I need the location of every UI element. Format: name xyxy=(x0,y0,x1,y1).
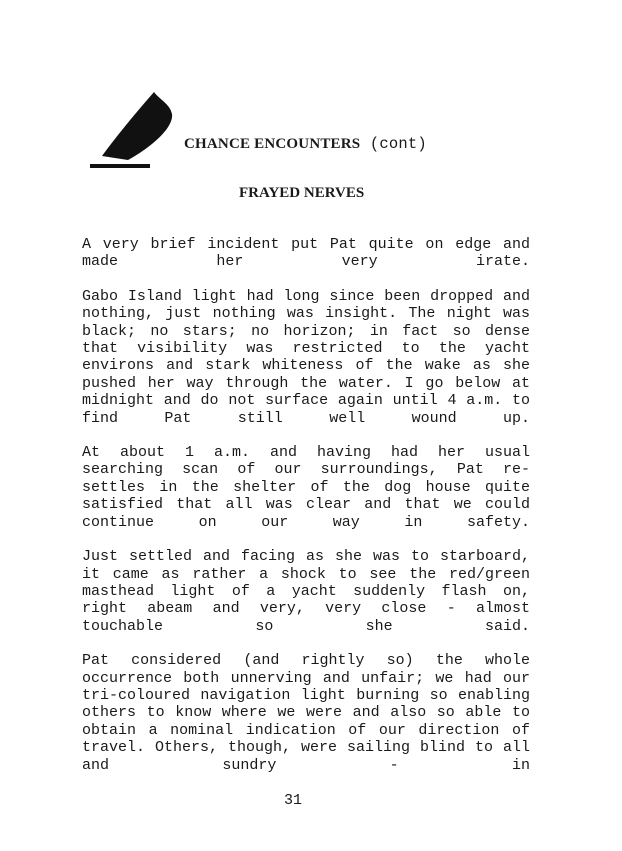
body-text xyxy=(82,236,530,791)
paragraph-1: A very brief incident put Pat quite on edge and made her very irate. xyxy=(82,236,530,271)
sail-logo-icon xyxy=(88,90,180,172)
page-number: 31 xyxy=(284,792,303,809)
section-heading-title: CHANCE ENCOUNTERS xyxy=(184,136,361,152)
paragraph-4: Just settled and facing as she was to starboard, it came as rather a shock to see the red/green masthead light of a yacht suddenly flash on, right abeam and very, very close - almost touchable so she said. xyxy=(82,548,530,635)
section-heading xyxy=(184,135,427,153)
subsection-title: FRAYED NERVES xyxy=(239,185,365,201)
paragraph-5: Pat considered (and rightly so) the whole occurrence both unnerving and unfair; we had our tri-coloured navigation light burning so enabling others to know where we were and also so able to obtain a nominal indication of our direction of travel. Others, though, were sailing blind to all and sundry - in xyxy=(82,652,530,774)
section-heading-suffix: (cont) xyxy=(369,135,427,153)
paragraph-3: At about 1 a.m. and having had her usual searching scan of our surroundings, Pat re-settles in the shelter of the dog house quite satisfied that all was clear and that we could continue on our way in safety. xyxy=(82,444,530,531)
paragraph-2: Gabo Island light had long since been dropped and nothing, just nothing was insight. The night was black; no stars; no horizon; in fact so dense that visibility was restricted to the yacht environs and stark whiteness of the wake as she pushed her way through the water. I go below at midnight and do not surface again until 4 a.m. to find Pat still well wound up. xyxy=(82,287,530,427)
